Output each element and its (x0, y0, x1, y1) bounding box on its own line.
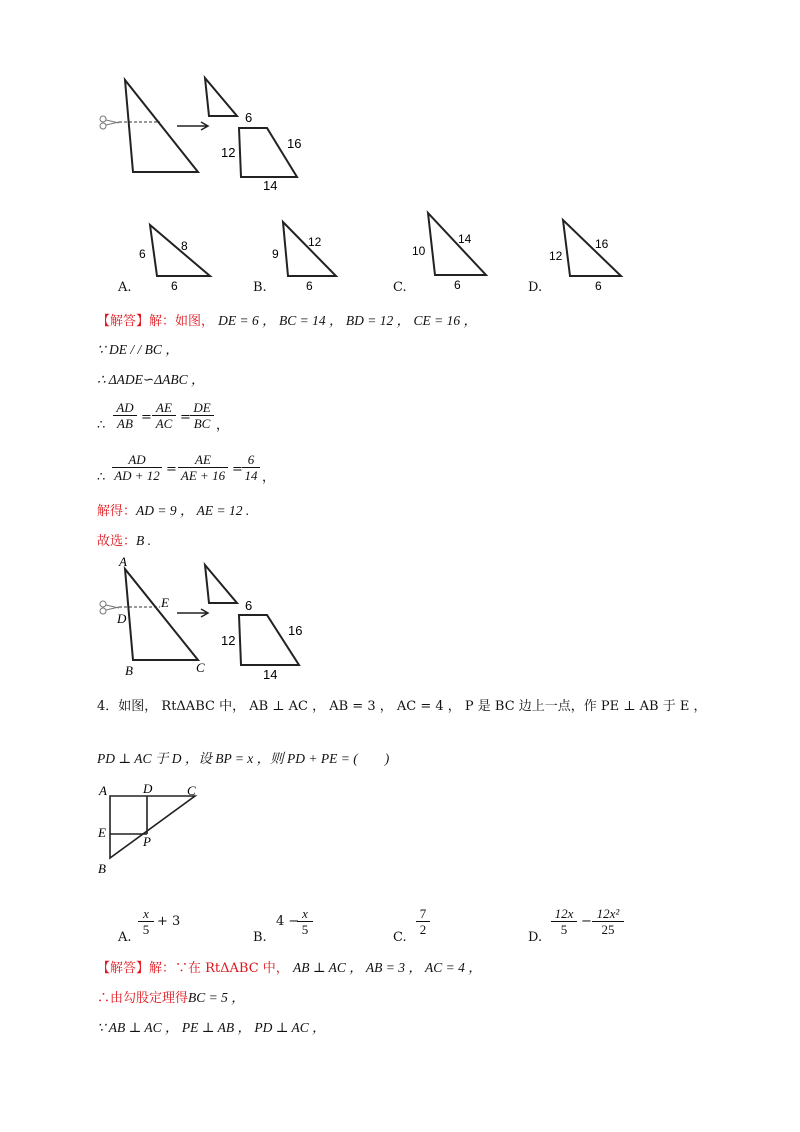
solution4-line1-math: AB ⊥ AC ， AB = 3 ， AC = 4 ， (292, 960, 482, 975)
option-b-triangle (283, 222, 336, 276)
vertex-b: B (98, 861, 106, 876)
ratio2-d2: AE + 16 (178, 467, 228, 483)
option-d-triangle (563, 220, 621, 276)
equals-1: = (141, 410, 152, 425)
ratio-d3: BC (190, 415, 214, 431)
solution3-therefore1: ∴ (97, 418, 106, 433)
vertex-e: E (98, 825, 106, 840)
answer-value: B . (136, 533, 152, 548)
equals-4: = (232, 462, 243, 477)
label-top: 6 (245, 598, 253, 613)
solution3-therefore2: ∴ (97, 470, 106, 485)
ratio-n1: AD (116, 400, 134, 415)
ratio-d1: AB (113, 415, 137, 431)
label-right: 16 (288, 623, 303, 638)
option-c-letter[interactable]: C. (393, 280, 407, 295)
solution4-line2-math: BC = 5 ， (188, 990, 245, 1005)
label-left: 12 (221, 633, 236, 648)
option-b-left: 9 (272, 247, 279, 261)
q4-a-d: 5 (138, 921, 154, 937)
q4-option-c-letter[interactable]: C. (393, 930, 407, 945)
small-triangle (205, 565, 237, 603)
figure-labeled (95, 555, 325, 685)
vertex-a: A (99, 783, 107, 798)
option-d-base: 6 (595, 279, 602, 293)
ratio-de-bc (190, 400, 214, 431)
q4-option-b-lead: 4 − (276, 914, 300, 929)
label-left: 12 (221, 145, 236, 160)
question4-line1: 4．如图， RtΔABC 中， AB ⊥ AC ， AB = 3 ， AC = 4 ， P 是 BC 边上一点，作 PE ⊥ AB 于 E ， (97, 699, 707, 714)
vertex-d: D (117, 611, 127, 626)
q4-option-c-frac (416, 906, 430, 937)
option-a-left: 6 (139, 247, 146, 261)
solution4-line2-red: ∴由勾股定理得 (97, 991, 189, 1006)
vertex-e: E (161, 595, 169, 610)
label-bottom: 14 (263, 178, 278, 193)
q4-option-b-frac (297, 906, 313, 937)
option-c-triangle (428, 213, 486, 275)
option-d-letter[interactable]: D. (528, 280, 543, 295)
ratio2-third (242, 452, 260, 483)
ratio2-n2: AE (195, 452, 211, 467)
option-d-hyp: 16 (595, 237, 609, 251)
q4-b-d: 5 (297, 921, 313, 937)
vertex-p: P (143, 834, 151, 849)
answer-label: 故选： (97, 534, 137, 549)
q4-b-n: x (302, 906, 308, 921)
ratio-d2: AC (152, 415, 176, 431)
label-top: 6 (245, 110, 253, 125)
label-right: 16 (287, 136, 302, 151)
original-triangle (125, 569, 198, 660)
q4-option-d-op: − (581, 914, 592, 929)
q4-option-b-letter[interactable]: B. (253, 930, 267, 945)
solution3-similar: ∴ ΔADE∽ΔABC ， (97, 372, 205, 387)
option-a-letter[interactable]: A. (118, 280, 132, 295)
solution3-intro: 解：如图， (149, 314, 215, 329)
option-a-hyp: 8 (181, 239, 188, 253)
solution3-given: DE = 6 ， BC = 14 ， BD = 12 ， CE = 16 ， (218, 313, 477, 328)
solve-label: 解得： (97, 504, 137, 519)
ratio2-first (112, 452, 162, 483)
ratio2-d1: AD + 12 (112, 467, 162, 483)
q4-a-n: x (143, 906, 149, 921)
ratio2-n1: AD (128, 452, 146, 467)
arrow-icon (177, 609, 208, 617)
option-c-base: 6 (454, 278, 461, 292)
q4-option-a-letter[interactable]: A. (118, 930, 132, 945)
arrow-icon (177, 122, 208, 130)
question4-line2: PD ⊥ AC 于 D ，设 BP = x ，则 PD + PE = ( ) (97, 751, 390, 766)
equals-3: = (166, 462, 177, 477)
solution3-tag: 【解答】 (97, 314, 150, 329)
ratio-n2: AE (156, 400, 172, 415)
q4-option-d-frac1 (551, 906, 577, 937)
solution3-since: ∵ DE / / BC ， (97, 342, 179, 357)
vertex-d: D (143, 781, 153, 796)
q4-option-a-rest: + 3 (157, 914, 181, 929)
solution3-answer-line (97, 533, 151, 550)
solution4-line1 (97, 960, 482, 977)
q4-option-d-letter[interactable]: D. (528, 930, 543, 945)
ratio2-n3: 6 (247, 452, 255, 467)
option-c-left: 10 (412, 244, 426, 258)
option-b-letter[interactable]: B. (253, 280, 267, 295)
q4-option-a-frac (138, 906, 154, 937)
q4-c-d: 2 (416, 921, 430, 937)
option-a-base: 6 (171, 279, 178, 293)
equals-2: = (180, 410, 191, 425)
q4-d-n1: 12x (554, 906, 574, 921)
option-b-hyp: 12 (308, 235, 322, 249)
ratio-ae-ac (152, 400, 176, 431)
vertex-c: C (187, 783, 196, 798)
solution4-tag: 【解答】 (97, 961, 150, 976)
solution4-line2 (97, 990, 245, 1007)
vertex-a: A (119, 555, 127, 569)
solution4-line1-red: 解：∵在 RtΔABC 中， (149, 961, 289, 976)
option-c-hyp: 14 (458, 232, 472, 246)
small-triangle (205, 78, 237, 116)
ratio-n3: DE (193, 400, 211, 415)
label-bottom: 14 (263, 667, 278, 682)
ratio2-d3: 14 (242, 467, 260, 483)
vertex-c: C (196, 660, 205, 675)
q4-d-d1: 5 (551, 921, 577, 937)
ratio2-second (178, 452, 228, 483)
vertex-b: B (125, 663, 133, 678)
solve-values: AD = 9 ， AE = 12 . (136, 503, 250, 518)
comma-1: ， (216, 418, 230, 433)
ratio-ad-ab (113, 400, 137, 431)
triangle-abc (110, 796, 195, 858)
solution3-line1 (97, 313, 477, 330)
q4-d-d2: 25 (592, 921, 624, 937)
option-b-base: 6 (306, 279, 313, 293)
solution3-solve-line (97, 503, 249, 520)
figure-cut-triangle (95, 70, 325, 200)
q4-d-n2: 12x² (596, 906, 620, 921)
q4-option-d-frac2 (592, 906, 624, 937)
question4-figure (95, 780, 205, 880)
solution4-line3: ∵ AB ⊥ AC ， PE ⊥ AB ， PD ⊥ AC ， (97, 1020, 326, 1035)
scissors-icon (100, 116, 119, 129)
option-d-left: 12 (549, 249, 563, 263)
option-a-triangle (150, 225, 210, 276)
q4-c-n: 7 (419, 906, 427, 921)
comma-2: ， (262, 470, 276, 485)
